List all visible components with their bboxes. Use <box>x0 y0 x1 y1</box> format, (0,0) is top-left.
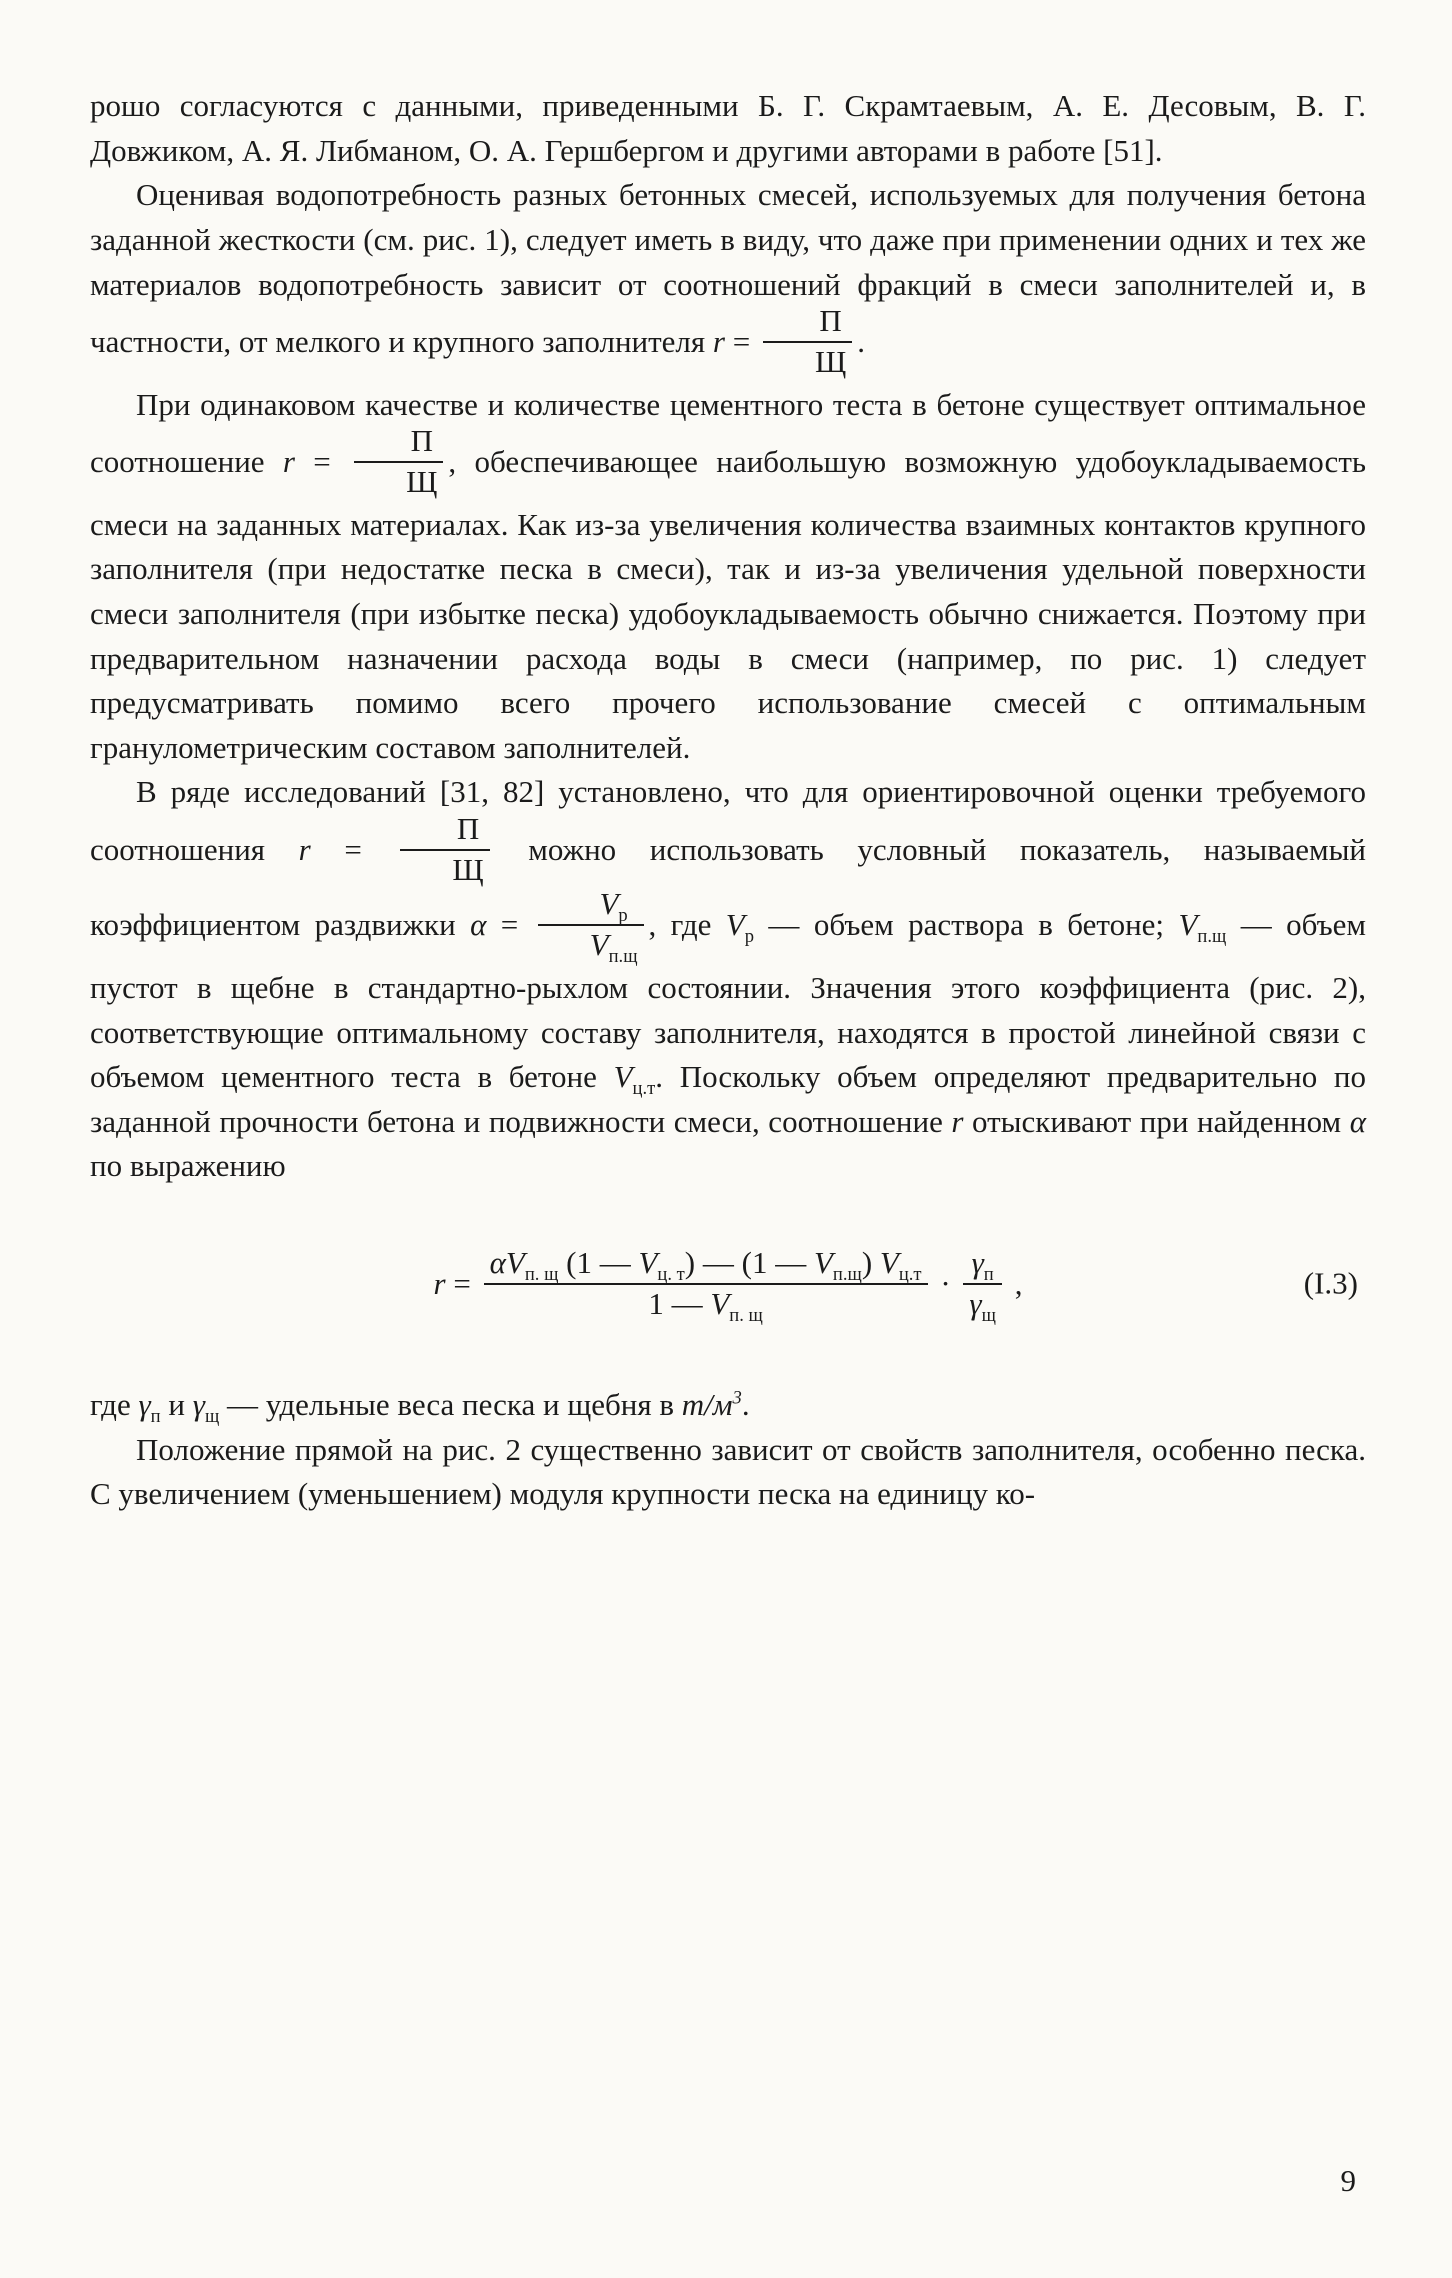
math-variable-with-subscript <box>971 1245 994 1286</box>
math-subscript: щ <box>204 1406 220 1428</box>
paragraph-5 <box>90 1383 1366 1428</box>
text-run: 1 — <box>648 1286 711 1321</box>
math-subscript: ц.т <box>898 1264 922 1286</box>
text-run: где <box>90 1387 139 1422</box>
text-run: При одинаковом качестве и количестве цементного теста в бетоне существует оптимальное соотношение <box>90 386 1374 480</box>
math-variable: V <box>638 1245 658 1281</box>
math-subscript: ц. т <box>657 1264 685 1286</box>
math-variable-with-subscript <box>589 927 638 968</box>
text-run: Оценивая водопотребность разных бетонных смесей, используемых для получения бетона заданной жесткости (см. рис. 1), следует иметь в виду, что даже при применении одних и тех же материалов водопотребность зависит от соотношений фракций в смеси заполнителей и, в частности, от мелкого и крупного заполнителя <box>90 177 1374 359</box>
math-variable: V <box>599 886 619 922</box>
math-variable: V <box>710 1286 730 1321</box>
math-variable: α <box>1349 1103 1366 1139</box>
text-run: можно использовать условный показатель, называемый коэффициентом раздвижки <box>90 831 1374 943</box>
math-variable: α <box>489 1245 506 1281</box>
math-variable-with-subscript <box>710 1286 763 1327</box>
math-subscript: п.щ <box>608 946 638 968</box>
fraction <box>963 1245 1002 1327</box>
paragraph-6 <box>90 1428 1374 1517</box>
text-run: ) <box>861 1245 880 1281</box>
math-variable-with-subscript <box>879 1245 922 1286</box>
math-subscript: п <box>983 1264 994 1286</box>
fraction-numerator <box>538 887 644 926</box>
text-run: = <box>445 1265 479 1301</box>
math-subscript: п. щ <box>524 1264 559 1286</box>
math-variable-with-subscript <box>599 886 628 927</box>
math-variable: r <box>282 444 295 480</box>
math-subscript: р <box>618 905 628 927</box>
math-variable-with-subscript <box>725 907 755 948</box>
text-run: В ряде исследований [31, 82] установлено, что для ориентировочной оценки требуемого соотношения <box>90 774 1374 867</box>
math-variable: γ <box>969 1286 982 1321</box>
fraction-numerator <box>763 304 852 343</box>
fraction-denominator <box>400 851 489 888</box>
fraction-denominator <box>354 463 443 500</box>
equation-I3 <box>90 1219 1366 1349</box>
math-subscript: п.щ <box>1197 926 1227 948</box>
text-run: Щ <box>452 851 484 887</box>
math-subscript: п. щ <box>729 1305 763 1327</box>
math-variable: r <box>433 1265 446 1301</box>
text-run: П <box>819 303 842 339</box>
paragraph-2 <box>90 173 1374 382</box>
text-run: , <box>1006 1265 1023 1301</box>
fraction-denominator <box>484 1285 928 1327</box>
math-variable: V <box>505 1245 525 1281</box>
text-run: . <box>741 1387 750 1422</box>
text-run: и <box>160 1387 193 1422</box>
text-run: П <box>410 423 433 459</box>
equation-body <box>433 1245 1023 1327</box>
paragraph-3 <box>90 383 1374 771</box>
paragraph-4 <box>90 770 1374 1189</box>
paragraph-1 <box>90 84 1374 173</box>
text-run: . Поскольку объем определяют предварительно по заданной прочности бетона и подвижности смеси, соотношение <box>90 1059 1374 1139</box>
text-run: Щ <box>814 343 847 379</box>
math-variable: V <box>1178 907 1198 943</box>
text-run: = <box>486 907 533 943</box>
math-variable: V <box>879 1245 899 1281</box>
text-run: П <box>456 811 480 846</box>
fraction <box>354 424 443 499</box>
fraction <box>763 304 852 379</box>
math-variable: V <box>813 1245 833 1281</box>
text-run: Положение прямой на рис. 2 существенно зависит от свойств заполнителя, особенно песка. С увеличением (уменьшением) модуля крупности песка на единицу ко- <box>90 1431 1374 1512</box>
math-variable: r <box>712 323 725 359</box>
text-run: , обеспечивающее наибольшую возможную удобоукладываемость смеси на заданных материалах. Как из-за увеличения количества взаимных контактов крупного заполнителя (при недостатке песка в смеси), так и из-за увеличения удельной поверхности смеси заполнителя (при избытке песка) удобоукладываемость обычно снижается. Поэтому при предварительном назначении расхода воды в смеси (например, по рис. 1) следует предусматривать помимо всего прочего использование смесей с оптимальным гранулометрическим составом заполнителей. <box>90 444 1374 765</box>
math-variable: V <box>589 927 609 963</box>
fraction <box>400 812 489 887</box>
text-run: = <box>294 444 350 480</box>
math-variable-with-subscript <box>505 1245 559 1286</box>
fraction <box>484 1245 928 1327</box>
fraction-denominator <box>538 926 644 968</box>
text-run: Щ <box>406 463 438 499</box>
text-run: . <box>857 323 865 359</box>
math-subscript: щ <box>981 1305 996 1327</box>
math-subscript: р <box>744 926 755 948</box>
math-variable: γ <box>971 1245 984 1281</box>
text-run: рошо согласуются с данными, приведенными Б. Г. Скрамтаевым, А. Е. Десовым, В. Г. Довжиком, А. Я. Либманом, О. А. Гершбергом и другими авторами в работе [51]. <box>90 88 1374 168</box>
math-variable-with-subscript <box>969 1286 996 1327</box>
text-run: — объем раствора в бетоне; <box>754 907 1179 943</box>
fraction-denominator <box>763 343 852 380</box>
math-variable: γ <box>138 1387 151 1422</box>
fraction-numerator <box>484 1246 928 1285</box>
fraction-numerator <box>354 424 443 463</box>
math-variable: V <box>613 1059 633 1095</box>
fraction-numerator <box>400 812 489 851</box>
text-run: = <box>310 831 396 867</box>
text-run: по выражению <box>90 1103 1374 1184</box>
math-variable-with-subscript <box>192 1387 220 1428</box>
fraction-numerator <box>963 1246 1002 1285</box>
math-subscript: п <box>150 1406 161 1428</box>
math-variable-with-subscript <box>813 1245 862 1286</box>
math-variable-with-subscript <box>1178 907 1227 948</box>
text-run: · <box>932 1265 959 1301</box>
fraction-denominator <box>963 1285 1002 1327</box>
math-superscript: 3 <box>732 1387 742 1409</box>
math-variable: V <box>725 907 745 943</box>
text-run: , где <box>648 907 726 943</box>
page-text <box>90 84 1374 1517</box>
math-variable-with-subscript <box>638 1245 685 1286</box>
text-run: ) — (1 — <box>684 1245 814 1281</box>
math-subscript: п.щ <box>832 1264 862 1286</box>
math-variable-with-subscript <box>138 1387 161 1428</box>
math-variable: т/м <box>681 1387 733 1422</box>
text-run: — объем пустот в щебне в стандартно-рыхлом состоянии. Значения этого коэффициента (рис. 2), соответствующие оптимальному составу заполнителя, находятся в простой линейной связи с объемом цементного теста в бетоне <box>90 907 1374 1095</box>
math-variable: α <box>470 907 487 943</box>
text-run: — удельные веса песка и щебня в <box>219 1387 682 1422</box>
equation-number: (I.3) <box>1303 1265 1358 1301</box>
text-run: (1 — <box>558 1245 639 1281</box>
fraction <box>538 886 644 968</box>
math-variable: γ <box>192 1387 205 1422</box>
math-variable-with-subscript <box>613 1059 656 1100</box>
text-run: = <box>724 323 758 359</box>
page-number: 9 <box>1340 2163 1356 2199</box>
math-subscript: ц.т <box>632 1078 656 1100</box>
math-variable: r <box>951 1103 964 1139</box>
math-variable: r <box>298 831 311 867</box>
text-run: отыскивают при найденном <box>963 1103 1350 1139</box>
